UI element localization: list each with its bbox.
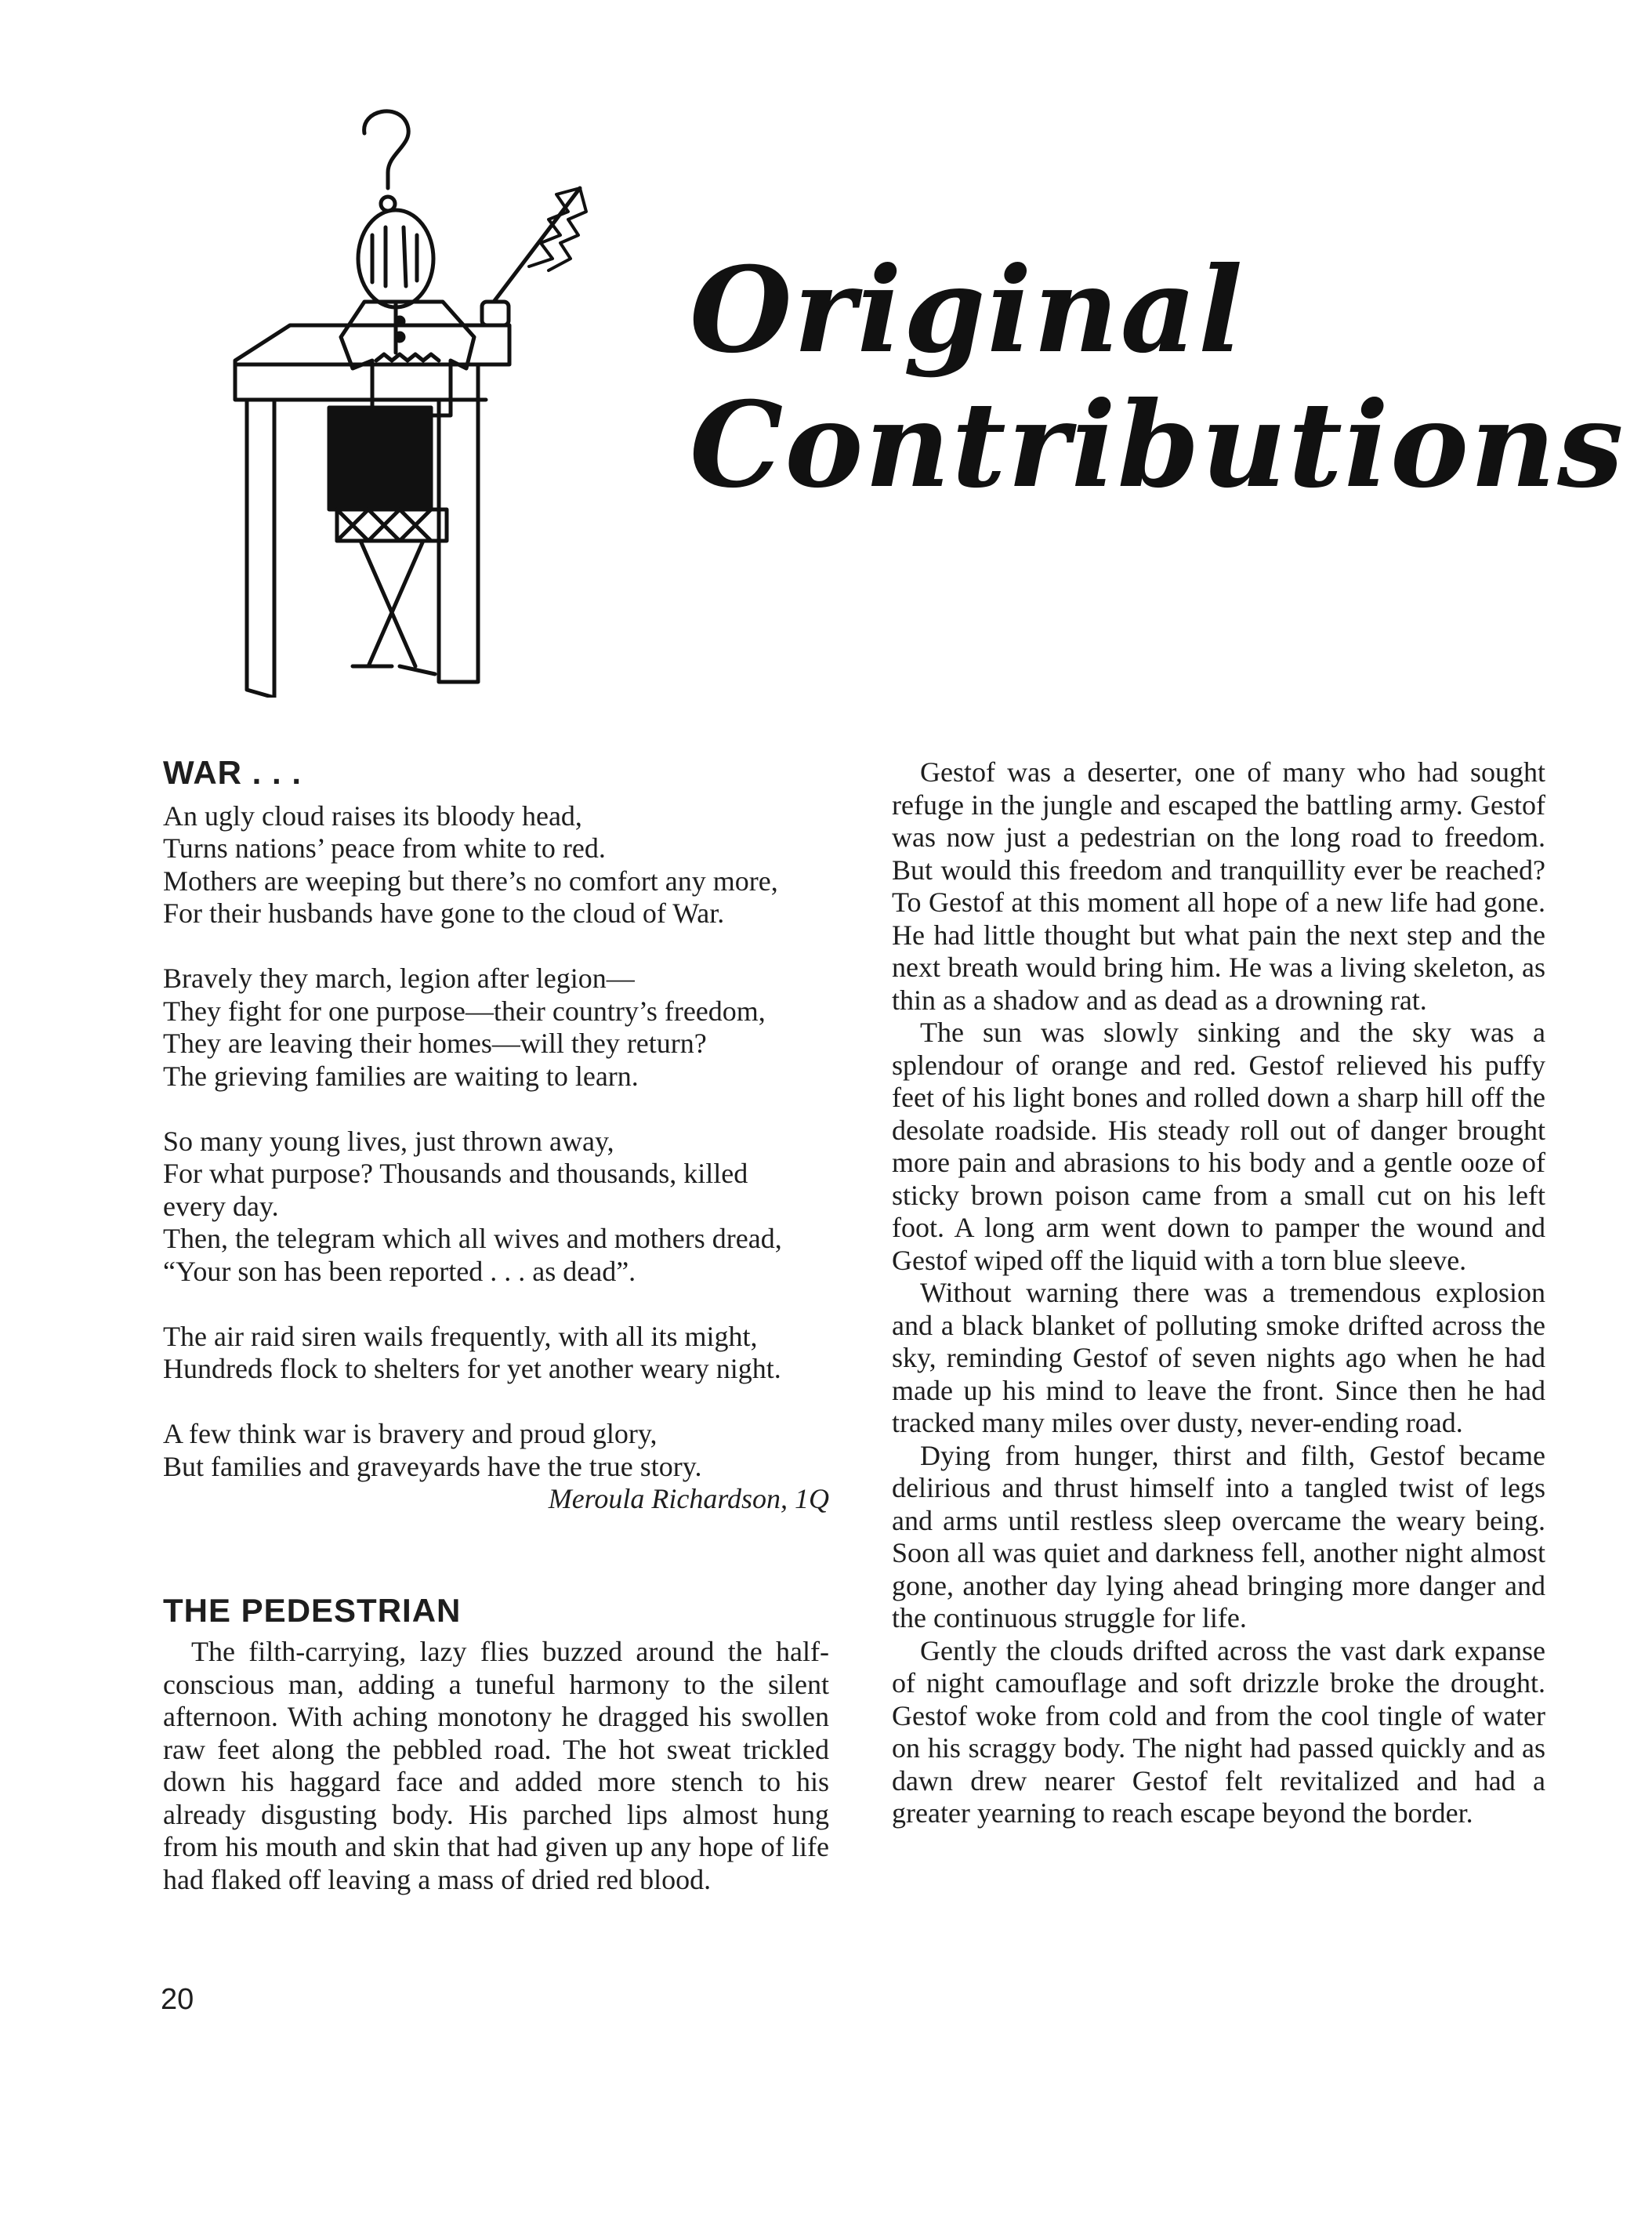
poem-line: Mothers are weeping but there’s no comfort any more,	[163, 865, 778, 897]
poem-line: every day.	[163, 1190, 279, 1222]
poem-stanza	[163, 800, 829, 930]
poem-stanza	[163, 1126, 829, 1289]
poem-line: Hundreds flock to shelters for yet another weary night.	[163, 1353, 781, 1384]
poem-stanza	[163, 963, 829, 1093]
poem-line: For what purpose? Thousands and thousands, killed	[163, 1158, 748, 1189]
story-paragraph: Dying from hunger, thirst and filth, Gestof became delirious and thrust himself into a tangled twist of legs and arms until restless sleep overcame the weary being. Soon all was quiet and darkness fell, another night almost gone, another day lying ahead bringing more danger and the continuous struggle for life.	[892, 1439, 1545, 1633]
poem-stanza	[163, 1418, 829, 1483]
poem-line: “Your son has been reported . . . as dead”.	[163, 1255, 636, 1287]
poem-line: So many young lives, just thrown away,	[163, 1125, 614, 1157]
story-title: THE PEDESTRIAN	[163, 1591, 462, 1629]
poem-line: Then, the telegram which all wives and mothers dread,	[163, 1223, 782, 1254]
story-paragraph: Gestof was a deserter, one of many who had sought refuge in the jungle and escaped the battling army. Gestof was now just a pedestrian on the long road to freedom. But would this freedom and tranquillity ever be reached? To Gestof at this moment all hope of a new life had gone. He had little thought but what pain the next step and the next breath would bring him. He was a living skeleton, as thin as a shadow and as dead as a drowning rat.	[892, 756, 1545, 1016]
poem-line: They fight for one purpose—their country’s freedom,	[163, 995, 766, 1027]
poem-line: An ugly cloud raises its bloody head,	[163, 799, 582, 832]
question-mark-icon	[364, 111, 409, 211]
title-line-2: Contributions	[690, 376, 1625, 514]
story-paragraph: Without warning there was a tremendous explosion and a black blanket of polluting smoke drifted across the sky, reminding Gestof of seven nights ago when he had made up his mind to leave the front. Since then he had tracked many miles over dusty, never-ending road.	[892, 1277, 1545, 1438]
child-at-desk-illustration	[212, 102, 627, 698]
poem-stanza	[163, 1321, 829, 1386]
right-column	[892, 756, 1545, 1830]
page-title	[690, 243, 1625, 513]
page-number: 20	[161, 1983, 194, 2016]
left-column	[163, 756, 829, 1896]
poem-line: For their husbands have gone to the cloud of War.	[163, 897, 725, 929]
story-paragraph: Gently the clouds drifted across the vast dark expanse of night camouflage and soft drizzle broke the drought. Gestof woke from cold and from the cool tingle of water on his scraggy body. The night had passed quickly and as dawn drew nearer Gestof felt revitalized and had a greater yearning to reach escape beyond the border.	[892, 1634, 1545, 1829]
poem-line: But families and graveyards have the true story.	[163, 1450, 702, 1482]
poem-line: Bravely they march, legion after legion—	[163, 963, 635, 994]
poem-line: They are leaving their homes—will they return?	[163, 1028, 707, 1059]
poem-author: Meroula Richardson, 1Q	[548, 1483, 829, 1514]
poem-line: Turns nations’ peace from white to red.	[163, 832, 606, 864]
poem-line: A few think war is bravery and proud glory,	[163, 1418, 658, 1449]
title-line-1: Original	[690, 241, 1244, 379]
poem-line: The air raid siren wails frequently, with all its might,	[163, 1320, 758, 1352]
poem-title: WAR . . .	[163, 754, 302, 791]
story-paragraph: The sun was slowly sinking and the sky was a splendour of orange and red. Gestof relieved his puffy feet of his light bones and rolled down a sharp hill off the desolate roadside. His steady roll out of danger brought more pain and abrasions to his body and a gentle ooze of sticky brown poison came from a small cut on his left foot. A long arm went down to pamper the wound and Gestof wiped off the liquid with a torn blue sleeve.	[892, 1017, 1545, 1276]
poem-line: The grieving families are waiting to learn.	[163, 1060, 639, 1092]
story-paragraph: The filth-carrying, lazy flies buzzed around the half-conscious man, adding a tuneful harmony to the silent afternoon. With aching monotony he dragged his swollen raw feet along the pebbled road. The hot sweat trickled down his haggard face and added more stench to his already disgusting body. His parched lips almost hung from his mouth and skin that had given up any hope of life had flaked off leaving a mass of dried red blood.	[163, 1636, 829, 1895]
